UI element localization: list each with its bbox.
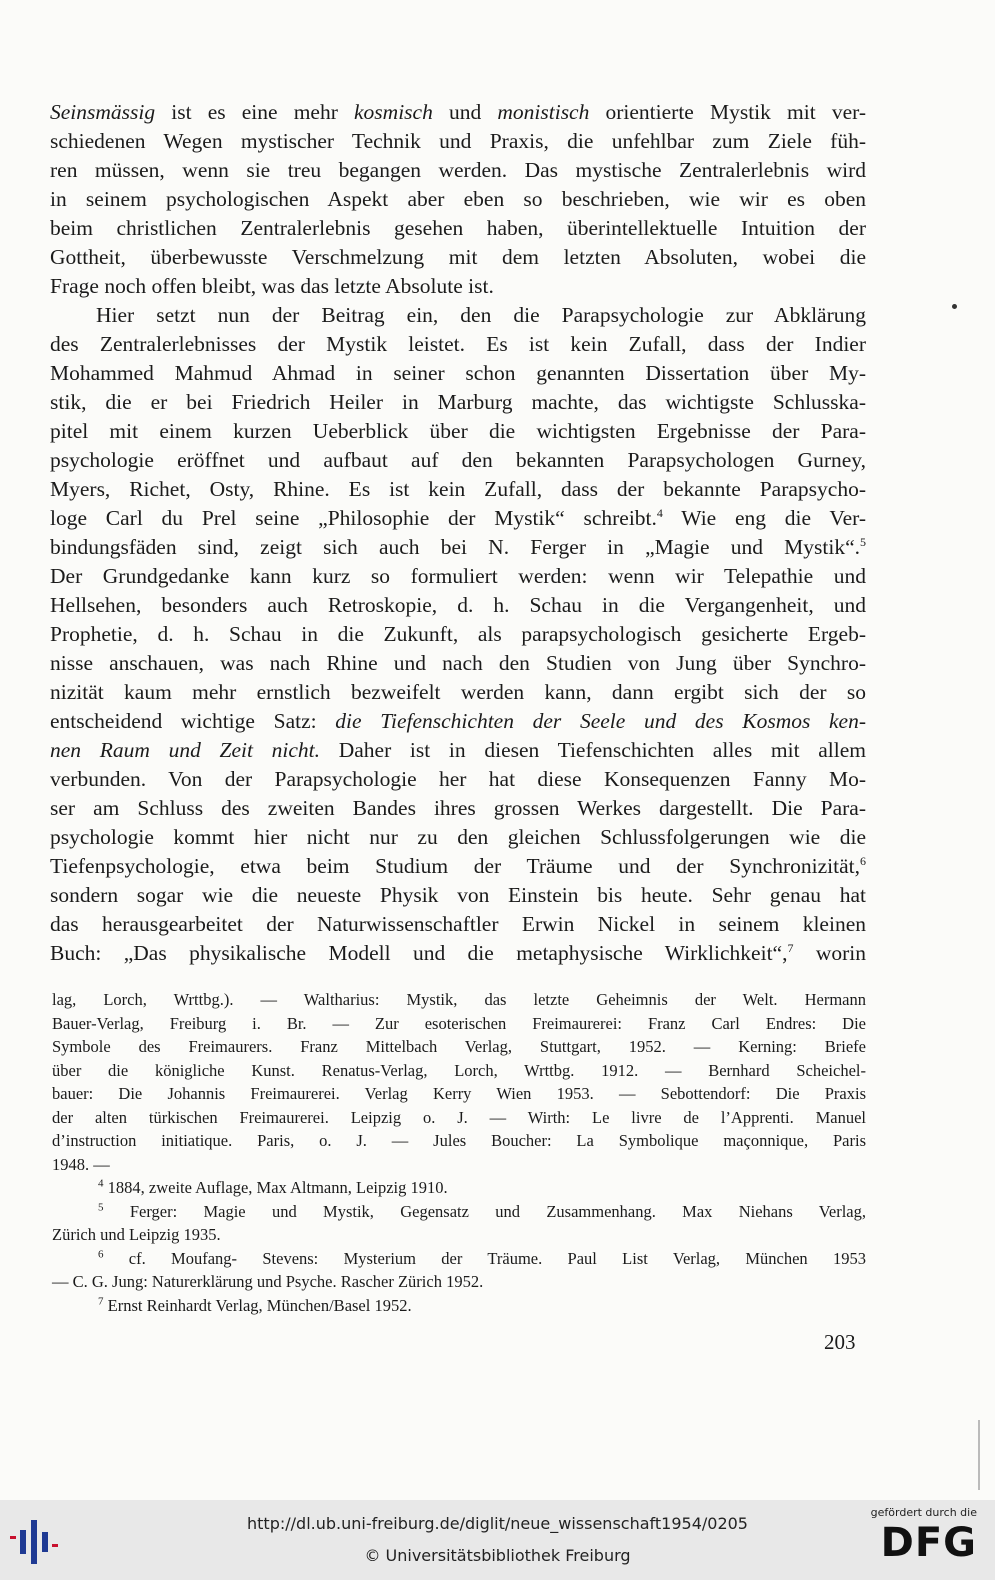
copyright-notice: © Universitätsbibliothek Freiburg (364, 1546, 631, 1565)
library-footer (0, 1500, 995, 1580)
footnote-line (52, 1247, 866, 1271)
footnote-text: Bauer-Verlag, Freiburg i. Br. — Zur esoterischen Freimaurerei: Franz Carl Endres: Die (52, 1013, 866, 1033)
emphasis: die Tiefenschichten der Seele und des Kosmos ken- (335, 709, 867, 733)
emphasis: kosmisch (354, 100, 433, 124)
footnote-line (52, 1012, 866, 1036)
text-run: Myers, Richet, Osty, Rhine. Es ist kein Zufall, dass der bekannte Parapsycho- (50, 477, 866, 501)
footnote-text: cf. Moufang- Stevens: Mysterium der Träume. Paul List Verlag, München 1953 (103, 1248, 866, 1268)
text-line (50, 504, 866, 533)
dfg-logo: DFG (880, 1520, 977, 1566)
footnotes (52, 988, 866, 1317)
emphasis: nen Raum und Zeit nicht. (50, 738, 321, 762)
footnote-number: 5 (98, 1201, 104, 1213)
footnote-line (52, 1223, 866, 1247)
footnote-line (52, 988, 866, 1012)
text-line (50, 591, 866, 620)
text-run: Wie eng die Ver- (662, 506, 866, 530)
dfg-caption: gefördert durch die (870, 1506, 977, 1519)
text-run: beim christlichen Zentralerlebnis gesehen haben, überintellektuelle Intuition der (50, 216, 866, 240)
text-line (50, 881, 866, 910)
footnote-number: 7 (98, 1295, 104, 1307)
text-run: orientierte Mystik mit ver- (589, 100, 867, 124)
text-run: Daher ist in diesen Tiefenschichten alles mit allem (320, 738, 867, 762)
text-run: in seinem psychologischen Aspekt aber eben so beschrieben, wie wir es oben (50, 187, 866, 211)
footnote-text: über die königliche Kunst. Renatus-Verlag, Lorch, Wrttbg. 1912. — Bernhard Scheichel- (52, 1060, 866, 1080)
footnote-text: bauer: Die Johannis Freimaurerei. Verlag Kerry Wien 1953. — Sebottendorf: Die Praxis (52, 1084, 866, 1103)
footnote-text: der alten türkischen Freimaurerei. Leipzig o. J. — Wirth: Le livre de l’Apprenti. Manuel (52, 1107, 866, 1127)
page-number: 203 (824, 1330, 856, 1354)
text-line (50, 417, 866, 446)
text-line (50, 649, 866, 678)
text-line (50, 156, 866, 185)
footnote-ref: 6 (860, 853, 866, 868)
citation-url[interactable]: http://dl.ub.uni-freiburg.de/diglit/neue_wissenschaft1954/0205 (247, 1514, 748, 1533)
text-line (50, 678, 866, 707)
footnote-text: Zürich und Leipzig 1935. (52, 1225, 221, 1244)
text-run: Tiefenpsychologie, etwa beim Studium der Träume und der Synchronizität, (50, 854, 860, 878)
text-line (50, 765, 866, 794)
text-line (50, 562, 866, 591)
footnote-number: 6 (98, 1248, 104, 1260)
text-run: Buch: „Das physikalische Modell und die metaphysische Wirklichkeit“, (50, 941, 788, 965)
footnote-ref: 7 (787, 940, 794, 955)
footnote-text: — C. G. Jung: Naturerklärung und Psyche. Rascher Zürich 1952. (52, 1272, 484, 1291)
text-line (50, 910, 866, 939)
text-line (50, 388, 866, 417)
emphasis: Seinsmässig (50, 100, 156, 124)
text-line (50, 185, 866, 214)
footnote-line (52, 1176, 866, 1200)
page-edge-mark (978, 1420, 980, 1490)
text-run: nizität kaum mehr ernstlich bezweifelt werden kann, dann ergibt sich der so (50, 680, 866, 704)
text-line (50, 446, 866, 475)
text-line (50, 533, 866, 562)
body-text (50, 98, 866, 968)
text-line (50, 301, 866, 330)
text-line (50, 127, 866, 156)
text-run: psychologie kommt hier nicht nur zu den gleichen Schlussfolgerungen wie die (50, 825, 866, 849)
text-line (50, 243, 866, 272)
footnote-ref: 4 (656, 505, 663, 520)
text-run: Gottheit, überbewusste Verschmelzung mit dem letzten Absoluten, wobei die (50, 245, 866, 269)
footnote-line (52, 1082, 866, 1106)
margin-speck (952, 304, 957, 309)
text-run: Hier setzt nun der Beitrag ein, den die Parapsychologie zur Abklärung (96, 303, 866, 327)
text-line (50, 852, 866, 881)
footnote-line (52, 1035, 866, 1059)
text-run: psychologie eröffnet und aufbaut auf den bekannten Parapsychologen Gurney, (50, 448, 866, 472)
text-line (50, 620, 866, 649)
footnote-line (52, 1153, 866, 1177)
text-run: stik, die er bei Friedrich Heiler in Marburg machte, das wichtigste Schlusska- (50, 390, 866, 414)
text-run: nisse anschauen, was nach Rhine und nach den Studien von Jung über Synchro- (50, 651, 866, 675)
text-run: Mohammed Mahmud Ahmad in seiner schon genannten Dissertation über My- (50, 361, 866, 385)
text-run: sondern sogar wie die neueste Physik von Einstein bis heute. Sehr genau hat (50, 883, 866, 907)
text-run: Der Grundgedanke kann kurz so formuliert werden: wenn wir Telepathie und (50, 564, 866, 588)
text-line (50, 707, 866, 736)
footnote-text: lag, Lorch, Wrttbg.). — Waltharius: Mystik, das letzte Geheimnis der Welt. Hermann (52, 990, 866, 1009)
text-line (50, 939, 866, 968)
text-run: Prophetie, d. h. Schau in die Zukunft, als parapsychologisch gesicherte Ergeb- (50, 622, 866, 646)
text-line (50, 98, 866, 127)
text-line (50, 823, 866, 852)
text-line (50, 794, 866, 823)
footnote-text: 1948. — (52, 1154, 110, 1174)
footnote-text: Symbole des Freimaurers. Franz Mittelbach Verlag, Stuttgart, 1952. — Kerning: Briefe (52, 1037, 866, 1056)
text-run: ist es eine mehr (155, 100, 355, 124)
text-line (50, 359, 866, 388)
text-run: entscheidend wichtige Satz: (50, 709, 336, 733)
footnote-line (52, 1059, 866, 1083)
text-run: das herausgearbeitet der Naturwissenschaftler Erwin Nickel in seinem kleinen (50, 912, 866, 936)
text-line (50, 214, 866, 243)
text-run: verbunden. Von der Parapsychologie her hat diese Konsequenzen Fanny Mo- (50, 767, 866, 791)
text-run: Frage noch offen bleibt, was das letzte Absolute ist. (50, 274, 494, 298)
footnote-text: d’instruction initiatique. Paris, o. J. — Jules Boucher: La Symbolique maçonnique, Paris (52, 1131, 866, 1150)
text-run: loge Carl du Prel seine „Philosophie der Mystik“ schreibt. (50, 506, 657, 530)
text-run: des Zentralerlebnisses der Mystik leistet. Es ist kein Zufall, dass der Indier (50, 332, 866, 356)
text-run: ren müssen, wenn sie treu begangen werden. Das mystische Zentralerlebnis wird (50, 158, 866, 182)
text-line (50, 272, 866, 301)
footnote-text: Ferger: Magie und Mystik, Gegensatz und Zusammenhang. Max Niehans Verlag, (103, 1201, 866, 1221)
text-line (50, 475, 866, 504)
footnote-text: Ernst Reinhardt Verlag, München/Basel 1952. (103, 1295, 412, 1315)
text-run: bindungsfäden sind, zeigt sich auch bei N. Ferger in „Magie und Mystik“. (50, 535, 860, 559)
footnote-ref: 5 (860, 534, 866, 549)
text-run: worin (793, 941, 866, 965)
footnote-line (52, 1294, 866, 1318)
footnote-text: 1884, zweite Auflage, Max Altmann, Leipzig 1910. (103, 1178, 448, 1197)
text-line (50, 736, 866, 765)
text-run: und (432, 100, 498, 124)
text-run: ser am Schluss des zweiten Bandes ihres grossen Werkes dargestellt. Die Para- (50, 796, 866, 820)
text-run: pitel mit einem kurzen Ueberblick über die wichtigsten Ergebnisse der Para- (50, 419, 866, 443)
emphasis: monistisch (497, 100, 590, 124)
footnote-line (52, 1200, 866, 1224)
footnote-number: 4 (98, 1177, 104, 1190)
footnote-line (52, 1270, 866, 1294)
text-run: Hellsehen, besonders auch Retroskopie, d. h. Schau in die Vergangenheit, und (50, 593, 866, 617)
footnote-line (52, 1106, 866, 1130)
footnote-line (52, 1129, 866, 1153)
text-line (50, 330, 866, 359)
text-run: schiedenen Wegen mystischer Technik und Praxis, die unfehlbar zum Ziele füh- (50, 129, 866, 153)
